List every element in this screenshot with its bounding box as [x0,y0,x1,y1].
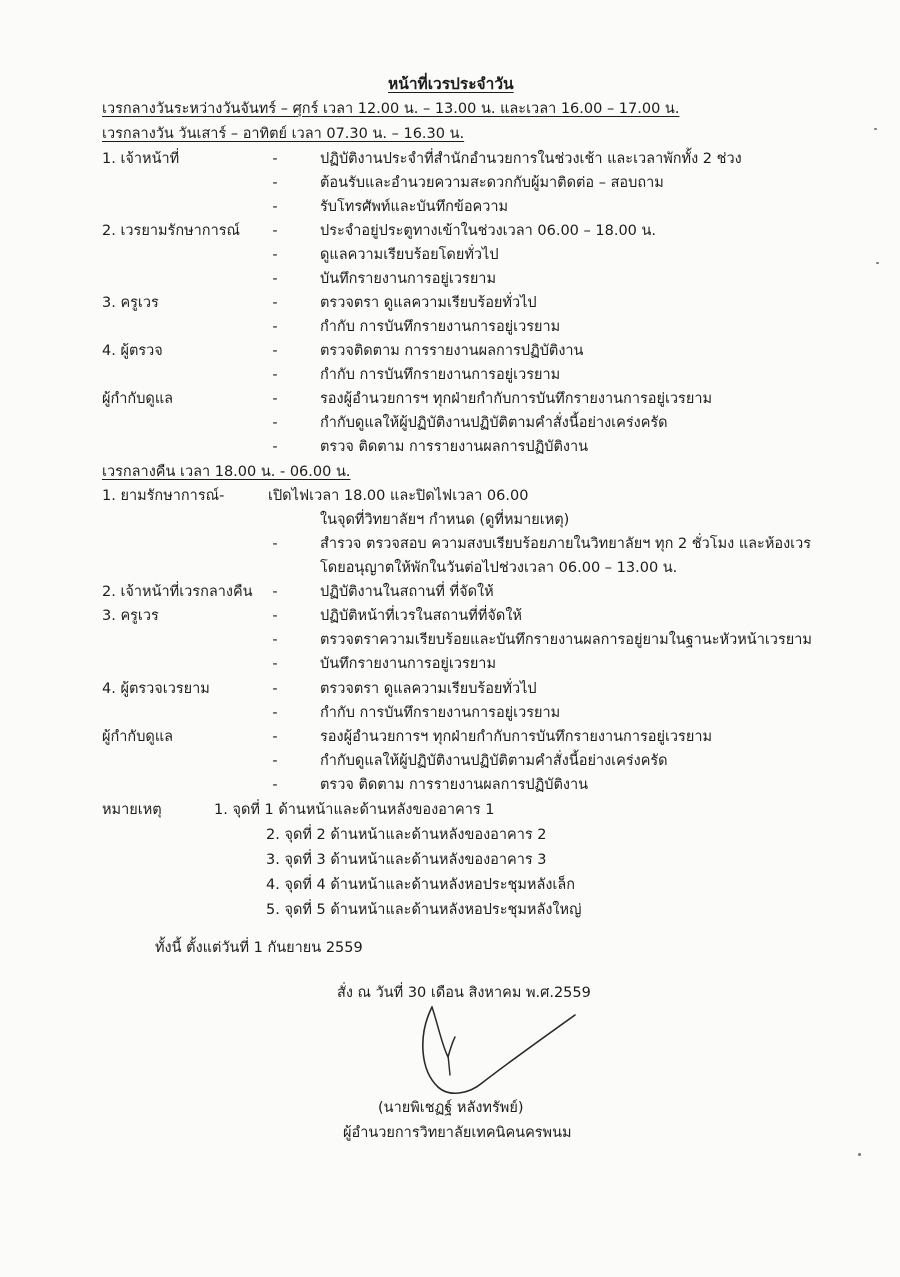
night-role-inspector: 4. ผู้ตรวจเวรยาม [102,681,210,697]
duty-text: ตรวจตรา ดูแลความเรียบร้อยทั่วไป [320,681,537,697]
dash: - [272,295,278,311]
night-role-teacher: 3. ครูเวร [102,608,159,624]
duty-text: กำกับ การบันทึกรายงานการอยู่เวรยาม [320,367,561,383]
dash: - [272,753,278,769]
duty-text: ตรวจตรา ดูแลความเรียบร้อยทั่วไป [320,295,537,311]
duty-text: โดยอนุญาตให้พักในวันต่อไปช่วงเวลา 06.00 – 13.00 น. [320,560,678,576]
document-title: หน้าที่เวรประจำวัน [388,75,514,93]
duty-text: ตรวจ ติดตาม การรายงานผลการปฏิบัติงาน [320,439,589,455]
duty-text: กำกับ การบันทึกรายงานการอยู่เวรยาม [320,705,561,721]
duty-text: กำกับ การบันทึกรายงานการอยู่เวรยาม [320,319,561,335]
signer-title: ผู้อำนวยการวิทยาลัยเทคนิคนครพนม [343,1125,572,1141]
dash: - [272,536,278,552]
duty-text: ในจุดที่วิทยาลัยฯ กำหนด (ดูที่หมายเหตุ) [320,512,570,528]
order-date: สั่ง ณ วันที่ 30 เดือน สิงหาคม พ.ศ.2559 [337,985,591,1001]
day-role-inspector: 4. ผู้ตรวจ [102,343,163,359]
scan-speck [874,128,877,130]
effective-date: ทั้งนี้ ตั้งแต่วันที่ 1 กันยายน 2559 [155,940,363,956]
night-header: เวรกลางคืน เวลา 18.00 น. - 06.00 น. [102,464,351,480]
dash: - [272,319,278,335]
dash: - [272,223,278,239]
duty-text: ปฏิบัติงานในสถานที่ ที่จัดให้ [320,584,494,600]
signature [410,995,580,1115]
duty-text: รับโทรศัพท์และบันทึกข้อความ [320,199,509,215]
duty-text: ตรวจตราความเรียบร้อยและบันทึกรายงานผลการอยู่ยามในฐานะหัวหน้าเวรยาม [320,632,812,648]
dash: - [272,271,278,287]
dash: - [272,367,278,383]
dash: - [272,151,278,167]
note-item: 3. จุดที่ 3 ด้านหน้าและด้านหลังของอาคาร 3 [266,852,547,868]
note-item: 2. จุดที่ 2 ด้านหน้าและด้านหลังของอาคาร 2 [266,827,547,843]
dash: - [272,247,278,263]
dash: - [272,391,278,407]
duty-text: สำรวจ ตรวจสอบ ความสงบเรียบร้อยภายในวิทยาลัยฯ ทุก 2 ชั่วโมง และห้องเวร [320,536,812,552]
day-role-teacher: 3. ครูเวร [102,295,159,311]
night-role-guard: 1. ยามรักษาการณ์- [102,488,225,504]
duty-text: ปฏิบัติงานประจำที่สำนักอำนวยการในช่วงเช้า และเวลาพักทั้ง 2 ช่วง [320,151,742,167]
day-weekend-header: เวรกลางวัน วันเสาร์ – อาทิตย์ เวลา 07.30 น. – 16.30 น. [102,126,465,142]
dash: - [272,656,278,672]
night-role-officer: 2. เจ้าหน้าที่เวรกลางคืน [102,584,253,600]
dash: - [272,175,278,191]
duty-text: กำกับดูแลให้ผู้ปฏิบัติงานปฏิบัติตามคำสั่งนี้อย่างเคร่งครัด [320,415,668,431]
day-role-officer: 1. เจ้าหน้าที่ [102,151,180,167]
dash: - [272,632,278,648]
dash: - [272,681,278,697]
note-item: 1. จุดที่ 1 ด้านหน้าและด้านหลังของอาคาร 1 [214,802,495,818]
dash: - [272,705,278,721]
duty-text: เปิดไฟเวลา 18.00 และปิดไฟเวลา 06.00 [268,488,529,504]
duty-text: บันทึกรายงานการอยู่เวรยาม [320,271,497,287]
duty-text: กำกับดูแลให้ผู้ปฏิบัติงานปฏิบัติตามคำสั่งนี้อย่างเคร่งครัด [320,753,668,769]
duty-text: ประจำอยู่ประตูทางเข้าในช่วงเวลา 06.00 – 18.00 น. [320,223,657,239]
day-role-supervisor: ผู้กำกับดูแล [102,391,174,407]
signer-name: (นายพิเชฏฐ์ หลังทรัพย์) [378,1100,524,1116]
day-role-guard: 2. เวรยามรักษาการณ์ [102,223,240,239]
dash: - [272,415,278,431]
day-weekday-header: เวรกลางวันระหว่างวันจันทร์ – ศุกร์ เวลา 12.00 น. – 13.00 น. และเวลา 16.00 – 17.00 น. [102,101,680,117]
duty-text: รองผู้อำนวยการฯ ทุกฝ่ายกำกับการบันทึกรายงานการอยู่เวรยาม [320,729,713,745]
scan-speck [858,1153,861,1156]
duty-text: ปฏิบัติหน้าที่เวรในสถานที่ที่จัดให้ [320,608,522,624]
dash: - [272,439,278,455]
notes-label: หมายเหตุ [102,802,162,818]
duty-text: ดูแลความเรียบร้อยโดยทั่วไป [320,247,499,263]
duty-text: ต้อนรับและอำนวยความสะดวกกับผู้มาติดต่อ – สอบถาม [320,175,664,191]
duty-text: บันทึกรายงานการอยู่เวรยาม [320,656,497,672]
dash: - [272,608,278,624]
duty-text: รองผู้อำนวยการฯ ทุกฝ่ายกำกับการบันทึกรายงานการอยู่เวรยาม [320,391,713,407]
scan-speck [876,262,879,264]
dash: - [272,584,278,600]
note-item: 4. จุดที่ 4 ด้านหน้าและด้านหลังหอประชุมหลังเล็ก [266,877,576,893]
duty-text: ตรวจติดตาม การรายงานผลการปฏิบัติงาน [320,343,584,359]
duty-text: ตรวจ ติดตาม การรายงานผลการปฏิบัติงาน [320,777,589,793]
night-role-supervisor: ผู้กำกับดูแล [102,729,174,745]
dash: - [272,343,278,359]
dash: - [272,729,278,745]
dash: - [272,777,278,793]
dash: - [272,199,278,215]
note-item: 5. จุดที่ 5 ด้านหน้าและด้านหลังหอประชุมหลังใหญ่ [266,902,582,918]
